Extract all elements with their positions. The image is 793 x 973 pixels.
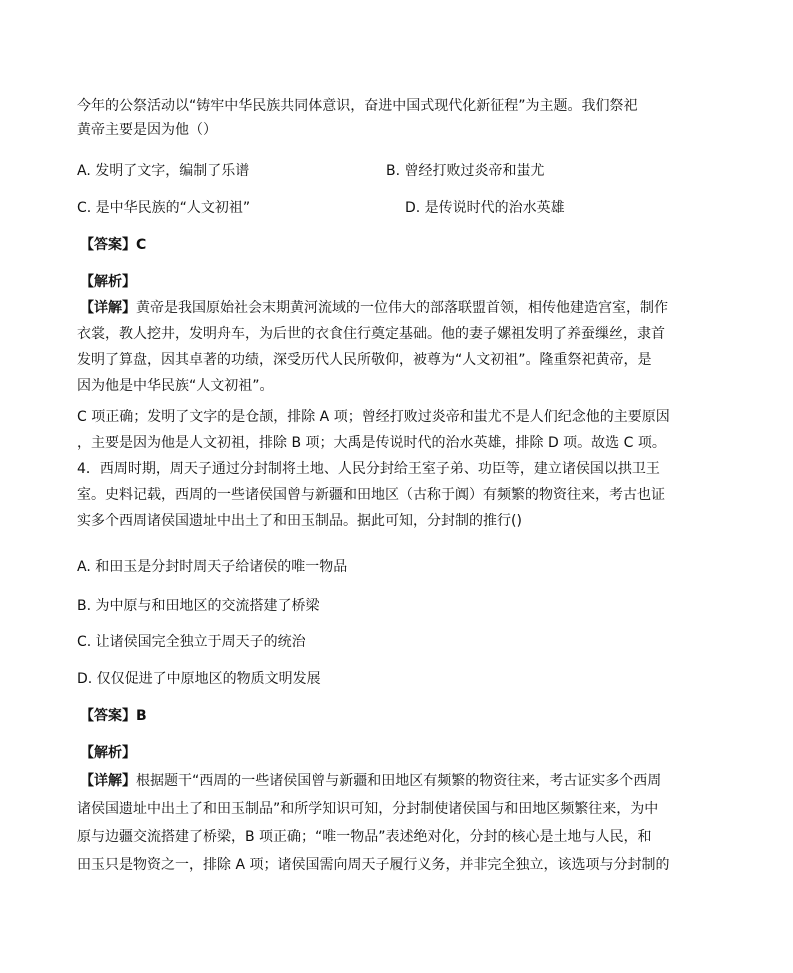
q4-answer-value: B: [136, 708, 147, 724]
q3-answer-label: 【答案】: [80, 237, 136, 253]
q3-detail-line-3: 发明了算盘，因其卓著的功绩，深受历代人民所敬仰，被尊为“人文初祖”。隆重祭祀黄帝，是: [77, 352, 652, 368]
q3-stem-line-2: 黄帝主要是因为他（）: [77, 122, 217, 138]
q4-option-d: D. 仅仅促进了中原地区的物质文明发展: [77, 671, 321, 687]
q3-analysis-label: 【解析】: [80, 274, 136, 290]
q4-answer-label: 【答案】: [80, 708, 136, 724]
q4-detail-line-4: 田玉只是物资之一，排除 A 项；诸侯国需向周天子履行义务，并非完全独立，该选项与分封制的: [77, 857, 670, 873]
q3-option-d: D. 是传说时代的治水英雄: [405, 200, 565, 216]
q4-stem-line-3: 实多个西周诸侯国遗址中出土了和田玉制品。据此可知，分封制的推行(): [77, 513, 522, 529]
q3-detail-text-1: 黄帝是我国原始社会末期黄河流域的一位伟大的部落联盟首领，相传他建造宫室，制作: [136, 300, 668, 316]
q3-answer-value: C: [136, 237, 147, 253]
q3-option-c: C. 是中华民族的“人文初祖”: [77, 200, 251, 216]
q4-option-c: C. 让诸侯国完全独立于周天子的统治: [77, 634, 306, 650]
q3-stem-line-1: 今年的公祭活动以“铸牢中华民族共同体意识，奋进中国式现代化新征程”为主题。我们祭祀: [77, 98, 638, 114]
q3-detail-line-2: 衣裳，教人挖井，发明舟车，为后世的衣食住行奠定基础。他的妻子嫘祖发明了养蚕缫丝，隶首: [77, 326, 665, 342]
q4-answer: [80, 706, 147, 726]
q3-option-b: B. 曾经打败过炎帝和蚩尤: [386, 163, 545, 179]
q4-detail-text-1: 根据题干“西周的一些诸侯国曾与新疆和田地区有频繁的物资往来，考古证实多个西周: [136, 773, 662, 789]
q4-detail-line-2: 诸侯国遗址中出土了和田玉制品”和所学知识可知，分封制使诸侯国与和田地区频繁往来，为中: [77, 801, 659, 817]
q3-option-a: A. 发明了文字，编制了乐谱: [77, 163, 250, 179]
q4-stem-line-1: 4．西周时期，周天子通过分封制将土地、人民分封给王室子弟、功臣等，建立诸侯国以拱卫王: [77, 461, 660, 477]
q4-stem-line-2: 室。史料记载，西周的一些诸侯国曾与新疆和田地区（古称于阗）有频繁的物资往来，考古也证: [77, 487, 665, 503]
q3-detail-label: 【详解】: [80, 300, 136, 316]
q3-detail-line-5: C 项正确；发明了文字的是仓颉，排除 A 项；曾经打败过炎帝和蚩尤不是人们纪念他的主要原因: [77, 409, 670, 425]
q4-option-b: B. 为中原与和田地区的交流搭建了桥梁: [77, 598, 320, 614]
q3-detail-line-4: 因为他是中华民族“人文初祖”。: [77, 378, 274, 394]
q4-detail-label: 【详解】: [80, 773, 136, 789]
q3-answer: [80, 235, 146, 255]
q4-option-a: A. 和田玉是分封时周天子给诸侯的唯一物品: [77, 559, 348, 575]
q4-analysis-label: 【解析】: [80, 745, 136, 761]
q3-detail-line-6: ，主要是因为他是人文初祖，排除 B 项；大禹是传说时代的治水英雄，排除 D 项。故选 C 项。: [77, 435, 666, 451]
q3-detail-line-1: [80, 298, 692, 318]
q4-detail-line-3: 原与边疆交流搭建了桥梁，B 项正确；“唯一物品”表述绝对化，分封的核心是土地与人民，和: [77, 829, 652, 845]
q4-detail-line-1: [80, 771, 692, 791]
